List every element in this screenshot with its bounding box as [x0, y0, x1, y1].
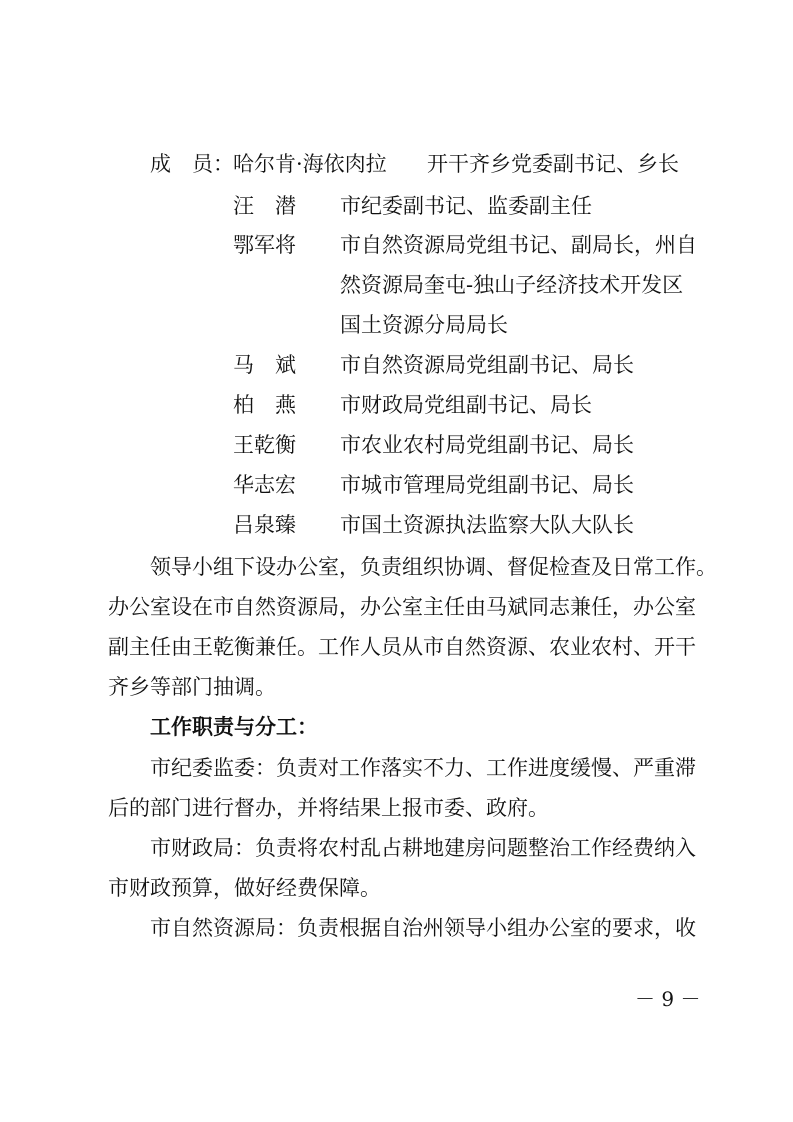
duties-heading: 工作职责与分工： — [150, 714, 318, 739]
member-duty: 开干齐乡党委副书记、乡长 — [427, 152, 679, 176]
office-paragraph-line: 办公室设在市自然资源局，办公室主任由马斌同志兼任，办公室 — [108, 595, 696, 619]
member-name: 哈尔肯·海依肉拉 — [233, 152, 387, 176]
member-duty: 市自然资源局党组书记、副局长，州自 — [340, 233, 697, 257]
member-name: 柏 燕 — [233, 393, 296, 417]
discipline-paragraph-line: 市纪委监委：负责对工作落实不力、工作进度缓慢、严重滞 — [150, 756, 696, 780]
office-paragraph-line: 齐乡等部门抽调。 — [108, 675, 276, 699]
member-duty: 市自然资源局党组副书记、局长 — [340, 353, 634, 377]
member-name: 汪 潜 — [233, 194, 296, 218]
member-duty: 市国土资源执法监察大队大队长 — [340, 513, 634, 537]
resources-paragraph-line: 市自然资源局：负责根据自治州领导小组办公室的要求，收 — [150, 916, 696, 940]
page-number: － 9 － — [635, 987, 701, 1011]
finance-paragraph-line: 市财政局：负责将农村乱占耕地建房问题整治工作经费纳入 — [150, 836, 696, 860]
member-duty-continued: 国土资源分局局长 — [340, 313, 508, 337]
member-duty-continued: 然资源局奎屯-独山子经济技术开发区 — [340, 273, 684, 297]
member-name: 华志宏 — [233, 473, 296, 497]
member-duty: 市城市管理局党组副书记、局长 — [340, 473, 634, 497]
member-name: 马 斌 — [233, 353, 296, 377]
member-name: 鄂军将 — [233, 233, 296, 257]
members-label: 成 员： — [150, 152, 234, 176]
member-duty: 市纪委副书记、监委副主任 — [340, 194, 592, 218]
member-name: 王乾衡 — [233, 433, 296, 457]
office-paragraph-line: 领导小组下设办公室，负责组织协调、督促检查及日常工作。 — [150, 555, 717, 579]
office-paragraph-line: 副主任由王乾衡兼任。工作人员从市自然资源、农业农村、开干 — [108, 635, 696, 659]
discipline-paragraph-line: 后的部门进行督办，并将结果上报市委、政府。 — [108, 796, 549, 820]
member-duty: 市财政局党组副书记、局长 — [340, 393, 592, 417]
member-name: 吕泉臻 — [233, 513, 296, 537]
member-duty: 市农业农村局党组副书记、局长 — [340, 433, 634, 457]
finance-paragraph-line: 市财政预算，做好经费保障。 — [108, 876, 381, 900]
